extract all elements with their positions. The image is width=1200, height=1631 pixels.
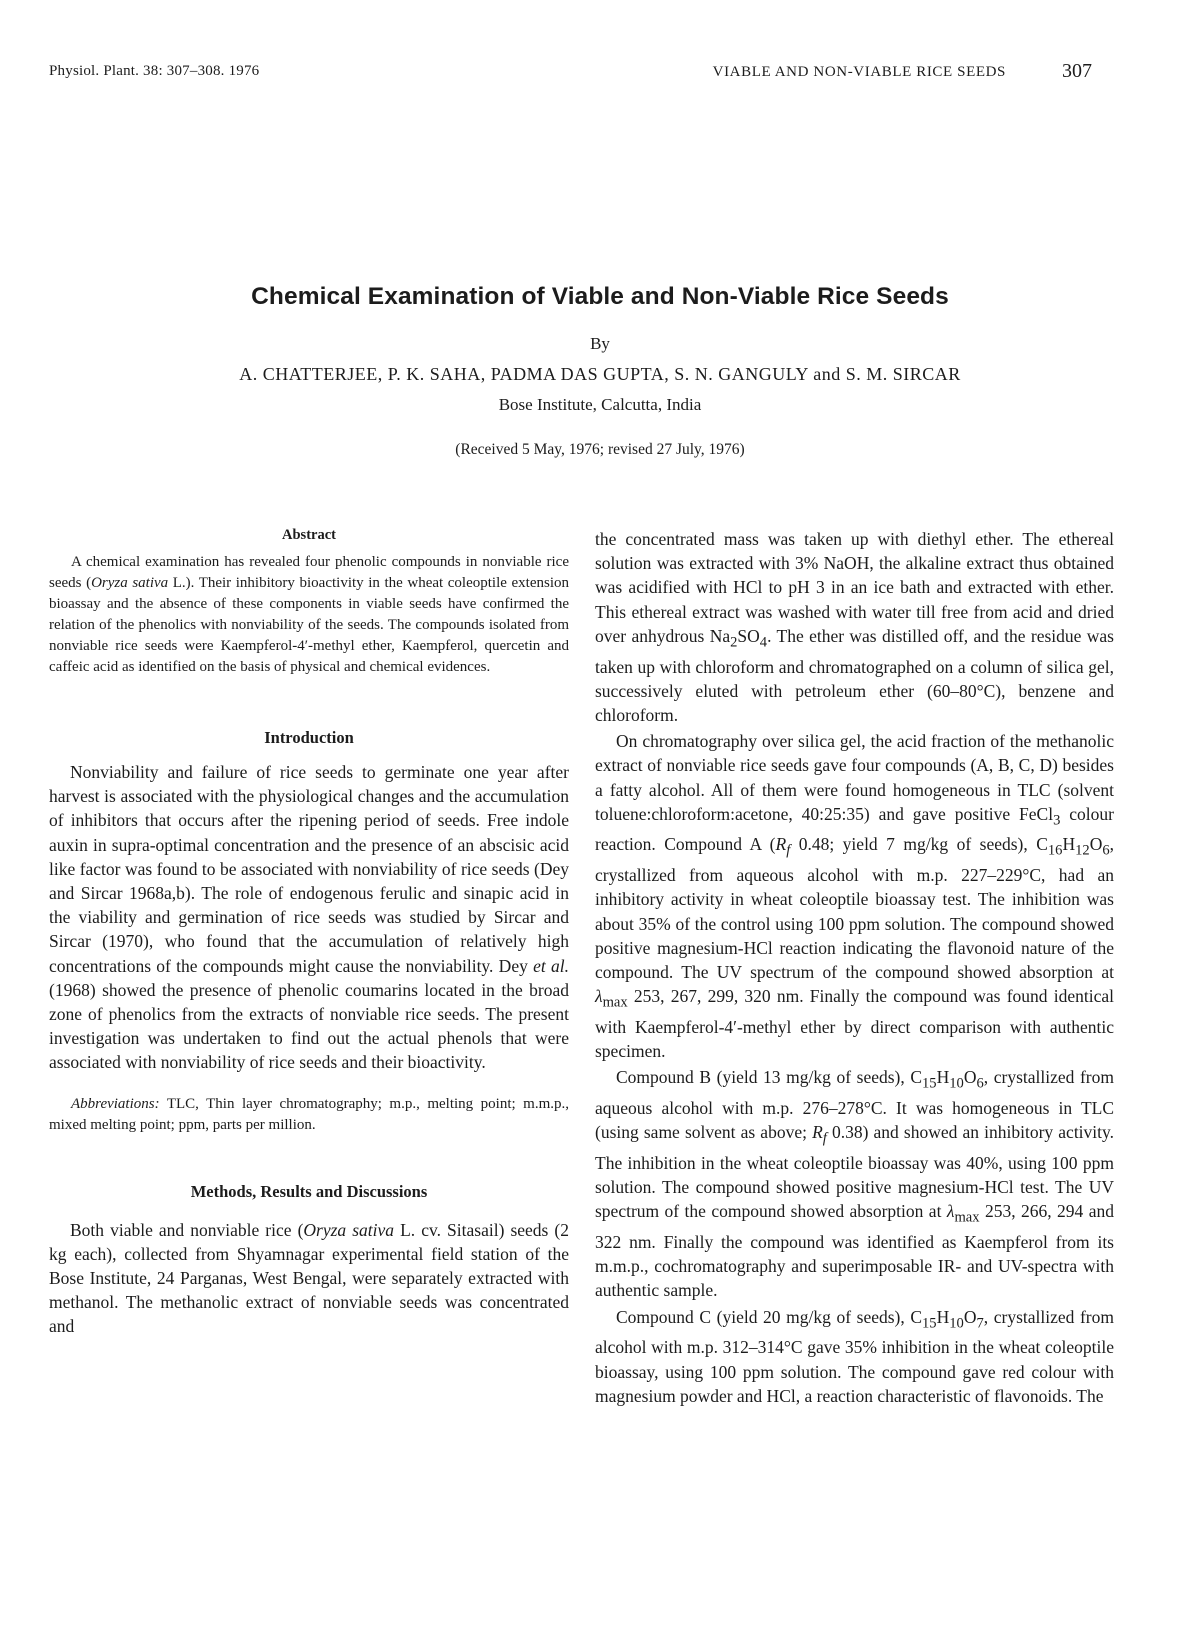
methods-heading: Methods, Results and Discussions [190, 1181, 428, 1201]
abstract-heading: Abstract [282, 527, 336, 543]
title-block [0, 283, 1200, 459]
introduction-heading: Introduction [264, 728, 354, 747]
extraction-paragraph: the concentrated mass was taken up with diethyl ether. The ethereal solution was extracted with 3% NaOH, the alkaline extract thus obtained was acidified with HCl to pH 3 in an ice bath and extracted with ether. This ethereal extract was washed with water till free from acid and dried over anhydrous $Na_2SO_4$. The ether was distilled off, and the residue was taken up with chloroform and chromatographed on a column of silica gel, successively eluted with petroleum ether (60–80°C), benzene and chloroform. [595, 529, 1114, 725]
compound-b-paragraph: Compound B (yield 13 mg/kg of seeds), $C_{15}H_{10}O_6$, crystallized from aqueous alcohol with m.p. 276–278°C. It was homogeneous in TLC (using same solvent as above; $R_f$ 0.38) and showed an inhibitory activity. The inhibition in the wheat coleoptile bioassay was 40%, using 100 ppm solution. The compound showed positive magnesium-HCl test. The UV spectrum of the compound showed absorption at $\lambda_{max}$ 253, 266, 294 and 322 nm. Finally the compound was identified as Kaempferol from its m.m.p., cochromatography and superimposable IR- and UV-spectra with authentic sample. [595, 1067, 1115, 1301]
byline: By [590, 334, 610, 353]
compound-a-paragraph: On chromatography over silica gel, the acid fraction of the methanolic extract of nonviable rice seeds gave four compounds (A, B, C, D) besides a fatty alcohol. All of them were found homogeneous in TLC (solvent toluene:chloroform:acetone, 40:25:35) and gave positive FeCl$_3$ colour reaction. Compound A ($R_f$ 0.48; yield 7 mg/kg of seeds), $C_{16}H_{12}O_6$, crystallized from aqueous alcohol with m.p. 227–229°C, had an inhibitory activity in wheat coleoptile bioassay test. The inhibition was about 35% of the control using 100 ppm solution. The compound showed positive magnesium-HCl reaction indicating the flavonoid nature of the compound. The UV spectrum of the compound showed absorption at $\lambda_{max}$ 253, 267, 299, 320 nm. Finally the compound was found identical with Kaempferol-4′-methyl ether by direct comparison with authentic specimen. [595, 731, 1114, 1062]
article-title: Chemical Examination of Viable and Non-Viable Rice Seeds [251, 283, 949, 310]
journal-reference: Physiol. Plant. 38: 307–308. 1976 [49, 63, 260, 79]
introduction-text: Nonviability and failure of rice seeds to germinate one year after harvest is associated with the physiological changes and the accumulation of inhibitors that occurs after the ripening period of seeds. Free indole auxin in supra-optimal concentration and the presence of an abscisic acid like factor was found to be associated with nonviability of rice seeds (Dey and Sircar 1968a,b). The role of endogenous ferulic and sinapic acid in the viability and germination of rice seeds was studied by Sircar and Sircar (1970), who found that the accumulation of relatively high concentrations of the compounds might cause the nonviability. Dey et al. (1968) showed the presence of phenolic coumarins located in the broad zone of phenolics from the extracts of nonviable rice seeds. The present investigation was undertaken to find out the actual phenols that were associated with nonviability of rice seeds and their bioactivity. [49, 762, 569, 1073]
author-list: A. CHATTERJEE, P. K. SAHA, PADMA DAS GUPTA, S. N. GANGULY and S. M. SIRCAR [239, 364, 961, 384]
running-head [49, 60, 1092, 84]
compound-c-paragraph: Compound C (yield 20 mg/kg of seeds), $C_{15}H_{10}O_7$, crystallized from alcohol with m.p. 312–314°C gave 35% inhibition in the wheat coleoptile bioassay, using 100 ppm solution. The compound gave red colour with magnesium powder and HCl, a reaction characteristic of flavonoids. The [595, 1306, 1114, 1406]
page-number: 307 [1062, 60, 1092, 82]
affiliation: Bose Institute, Calcutta, India [498, 395, 702, 414]
left-column [49, 527, 569, 1339]
abbreviations-note: Abbreviations: TLC, Thin layer chromatography; m.p., melting point; m.m.p., mixed melting point; ppm, parts per million. [49, 1095, 569, 1133]
right-column [595, 527, 1114, 1408]
abstract-text: A chemical examination has revealed four phenolic compounds in nonviable rice seeds (Oryza sativa L.). Their inhibitory bioactivity in the wheat coleoptile extension bioassay and the absence of these components in viable seeds have confirmed the relation of the phenolics with nonviability of the seeds. The compounds isolated from nonviable rice seeds were Kaempferol-4′-methyl ether, Kaempferol, quercetin and caffeic acid as identified on the basis of physical and chemical evidences. [49, 554, 569, 675]
received-dates: (Received 5 May, 1976; revised 27 July, 1976) [455, 441, 745, 458]
running-title: VIABLE AND NON-VIABLE RICE SEEDS [712, 64, 1006, 80]
methods-text: Both viable and nonviable rice (Oryza sativa L. cv. Sitasail) seeds (2 kg each), collected from Shyamnagar experimental field station of the Bose Institute, 24 Parganas, West Bengal, were separately extracted with methanol. The methanolic extract of nonviable seeds was concentrated and [49, 1219, 569, 1337]
